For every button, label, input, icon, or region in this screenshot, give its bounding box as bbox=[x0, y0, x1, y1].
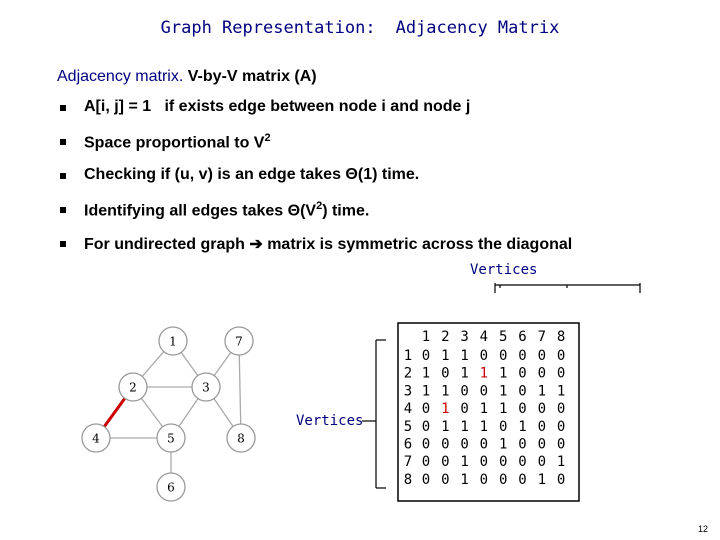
matrix-row-header: 1 bbox=[403, 348, 413, 364]
matrix-cell: 0 bbox=[441, 471, 450, 488]
matrix-cell: 1 bbox=[460, 348, 469, 364]
matrix-col-header: 2 bbox=[441, 329, 450, 345]
matrix-cell: 0 bbox=[479, 454, 489, 471]
bullet-text: ) time. bbox=[322, 202, 370, 220]
matrix-cell: 0 bbox=[479, 436, 489, 453]
matrix-row-header: 5 bbox=[403, 418, 413, 435]
matrix-cell: 0 bbox=[460, 436, 469, 453]
title-right: Adjacency Matrix bbox=[395, 18, 560, 38]
matrix-cell: 0 bbox=[556, 401, 566, 418]
bullet-icon bbox=[60, 241, 66, 247]
matrix-cell: 1 bbox=[421, 365, 431, 382]
svg-text:6: 6 bbox=[167, 480, 175, 495]
matrix-col-header: 6 bbox=[518, 329, 527, 345]
matrix-row-header: 4 bbox=[403, 401, 413, 418]
svg-text:7: 7 bbox=[235, 334, 243, 349]
matrix-cell: 0 bbox=[421, 348, 431, 364]
matrix-cell: 1 bbox=[479, 401, 489, 418]
graph-node-6 bbox=[157, 473, 185, 501]
matrix-cell: 0 bbox=[556, 348, 566, 364]
matrix-cell: 1 bbox=[498, 436, 508, 453]
superscript: 2 bbox=[316, 200, 323, 212]
matrix-cell: 0 bbox=[556, 471, 566, 488]
graph-diagram bbox=[60, 300, 280, 520]
graph-node-1 bbox=[159, 327, 187, 355]
matrix-row-header: 3 bbox=[403, 383, 413, 400]
matrix-col-header: 3 bbox=[460, 329, 469, 345]
subtitle bbox=[57, 68, 317, 86]
matrix-cell: 0 bbox=[518, 365, 527, 382]
bullet-text: Identifying all edges takes bbox=[84, 202, 288, 220]
graph-node-2 bbox=[119, 373, 147, 401]
matrix-cell: 1 bbox=[498, 365, 508, 382]
matrix-cell: 0 bbox=[498, 348, 508, 364]
matrix-cell: 1 bbox=[537, 471, 547, 488]
matrix-cell: 0 bbox=[460, 401, 469, 418]
page-number: 12 bbox=[697, 524, 708, 534]
svg-text:1: 1 bbox=[169, 334, 177, 349]
matrix-cell: 0 bbox=[460, 383, 469, 400]
bullet-text: A[i, j] = 1 if exists edge between node i and node j bbox=[84, 98, 471, 115]
matrix-cell: 1 bbox=[556, 454, 566, 471]
matrix-cell: 0 bbox=[518, 348, 527, 364]
matrix-cell: 1 bbox=[498, 401, 508, 418]
bullet-icon bbox=[60, 139, 66, 145]
bullet-item bbox=[60, 200, 572, 234]
bullet-item bbox=[60, 132, 572, 166]
matrix-col-header: 8 bbox=[556, 329, 566, 345]
matrix-cell: 0 bbox=[537, 418, 547, 435]
matrix-cell: 1 bbox=[441, 418, 450, 435]
bullet-icon bbox=[60, 207, 66, 213]
matrix-col-header: 5 bbox=[498, 329, 508, 345]
matrix-cell: 0 bbox=[498, 418, 508, 435]
bullet-text: For undirected graph bbox=[84, 236, 250, 253]
bullet-text: Checking if (u, v) is an edge takes bbox=[84, 166, 346, 183]
matrix-cell: 1 bbox=[518, 418, 527, 435]
matrix-cell: 0 bbox=[518, 383, 527, 400]
matrix-cell: 0 bbox=[441, 436, 450, 453]
title-left: Graph Representation: bbox=[160, 18, 376, 38]
matrix-row-header: 6 bbox=[403, 436, 413, 453]
bullet-icon bbox=[60, 105, 66, 111]
arrow-icon: ➔ bbox=[249, 236, 263, 253]
matrix-cell: 0 bbox=[537, 436, 547, 453]
graph-node-7 bbox=[225, 327, 253, 355]
svg-text:4: 4 bbox=[92, 431, 100, 446]
matrix-cell: 0 bbox=[479, 383, 489, 400]
matrix-cell: 0 bbox=[421, 454, 431, 471]
subtitle-rest: V-by-V matrix (A) bbox=[187, 68, 317, 85]
graph-node-5 bbox=[157, 424, 185, 452]
svg-text:8: 8 bbox=[237, 431, 245, 446]
matrix-cell: 1 bbox=[537, 383, 547, 400]
matrix-cell: 0 bbox=[556, 365, 566, 382]
matrix-cell: 0 bbox=[518, 401, 527, 418]
bullet-icon bbox=[60, 173, 66, 179]
matrix-cell: 1 bbox=[460, 418, 469, 435]
graph-node-4 bbox=[82, 424, 110, 452]
vertices-label-top: Vertices bbox=[470, 262, 538, 278]
matrix-cell: 0 bbox=[479, 471, 489, 488]
superscript: 2 bbox=[264, 132, 271, 144]
matrix-cell: 0 bbox=[518, 436, 527, 453]
matrix-cell: 1 bbox=[460, 471, 469, 488]
svg-text:3: 3 bbox=[202, 380, 210, 395]
matrix-cell: 1 bbox=[460, 454, 469, 471]
matrix-row-header: 2 bbox=[403, 365, 413, 382]
matrix-cell: 1 bbox=[421, 383, 431, 400]
matrix-cell: 1 bbox=[441, 401, 450, 418]
matrix-cell: 1 bbox=[479, 418, 489, 435]
subtitle-lead: Adjacency matrix. bbox=[57, 68, 184, 85]
theta-symbol: Θ bbox=[287, 202, 301, 220]
matrix-cell: 1 bbox=[441, 348, 450, 364]
svg-text:2: 2 bbox=[129, 380, 137, 395]
matrix-cell: 0 bbox=[537, 365, 547, 382]
bullet-text: (1) time. bbox=[357, 166, 420, 183]
matrix-col-header: 7 bbox=[537, 329, 547, 345]
matrix-cell: 0 bbox=[498, 454, 508, 471]
bullet-text: Space proportional to V bbox=[84, 134, 265, 152]
matrix-cell: 1 bbox=[479, 365, 489, 382]
matrix-cell: 1 bbox=[441, 383, 450, 400]
matrix-cell: 1 bbox=[460, 365, 469, 382]
matrix-cell: 0 bbox=[556, 436, 566, 453]
bullet-item bbox=[60, 166, 572, 200]
graph-node-8 bbox=[227, 424, 255, 452]
slide-title bbox=[0, 18, 720, 38]
graph-node-3 bbox=[192, 373, 220, 401]
matrix-row-header: 7 bbox=[403, 454, 413, 471]
matrix-cell: 0 bbox=[421, 436, 431, 453]
matrix-cell: 0 bbox=[537, 454, 547, 471]
matrix-col-header: 1 bbox=[421, 329, 431, 345]
bullet-list bbox=[60, 98, 572, 268]
matrix-cell: 0 bbox=[537, 401, 547, 418]
matrix-cell: 0 bbox=[441, 454, 450, 471]
svg-text:5: 5 bbox=[167, 431, 175, 446]
theta-symbol: Θ bbox=[345, 166, 358, 183]
matrix-cell: 0 bbox=[556, 418, 566, 435]
matrix-cell: 0 bbox=[421, 418, 431, 435]
bullet-item bbox=[60, 98, 572, 132]
vertices-label-left: Vertices bbox=[296, 413, 364, 429]
bullet-text: matrix is symmetric across the diagonal bbox=[262, 236, 573, 253]
bullet-text: (V bbox=[300, 202, 317, 220]
matrix-cell: 0 bbox=[479, 348, 489, 364]
matrix-cell: 0 bbox=[421, 471, 431, 488]
matrix-cell: 0 bbox=[498, 471, 508, 488]
matrix-cell: 0 bbox=[441, 365, 450, 382]
matrix-cell: 0 bbox=[518, 471, 527, 488]
matrix-row-header: 8 bbox=[403, 471, 413, 488]
matrix-cell: 0 bbox=[537, 348, 547, 364]
matrix-cell: 0 bbox=[421, 401, 431, 418]
matrix-col-header: 4 bbox=[479, 329, 489, 345]
matrix-cell: 1 bbox=[556, 383, 566, 400]
adjacency-matrix bbox=[360, 275, 710, 510]
matrix-cell: 0 bbox=[518, 454, 527, 471]
matrix-cell: 1 bbox=[498, 383, 508, 400]
